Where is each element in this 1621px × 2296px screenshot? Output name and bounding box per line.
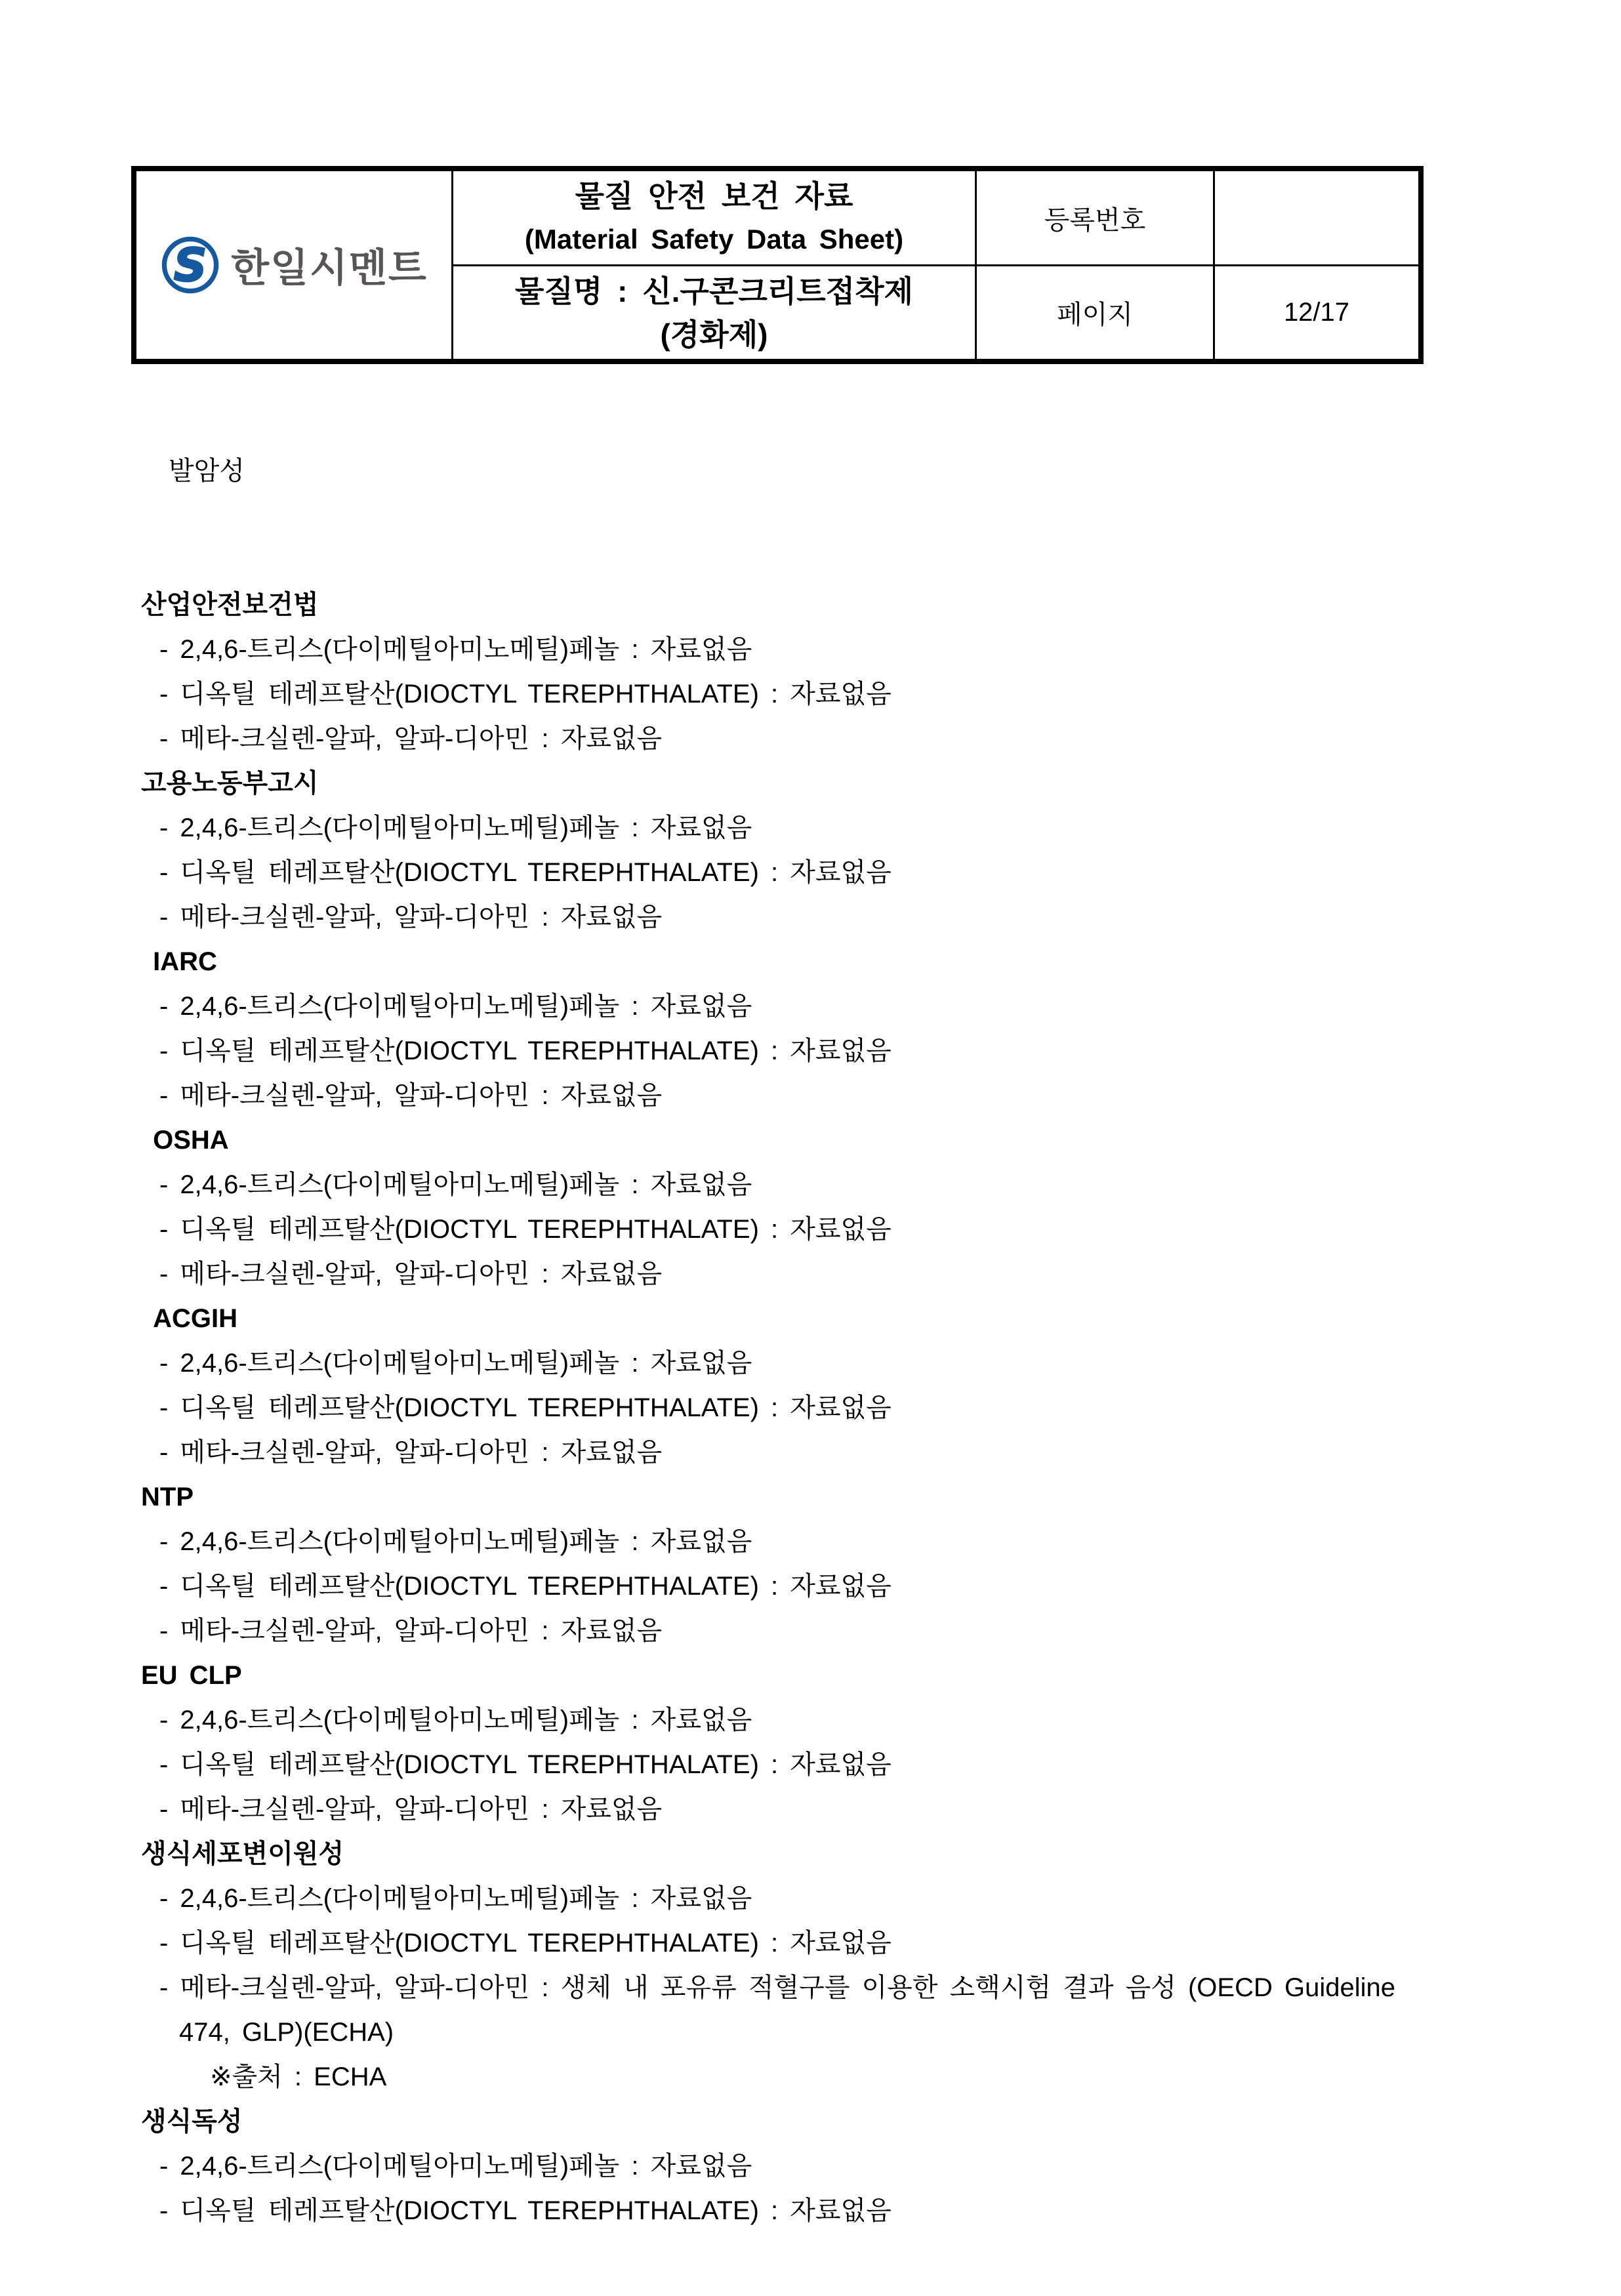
document-body [141, 359, 1419, 2296]
substance-entry: - 디옥틸 테레프탈산(DIOCTYL TEREPHTHALATE) : 자료없음 [159, 1572, 892, 1601]
substance-entry: - 메타-크실렌-알파, 알파-디아민 : 자료없음 [159, 903, 663, 932]
source-note: ※출처 : ECHA [210, 2062, 387, 2091]
substance-entry: - 2,4,6-트리스(다이메틸아미노메틸)페놀 : 자료없음 [159, 1527, 752, 1556]
tox-section [141, 1118, 1419, 1296]
section-title: 생식세포변이원성 [141, 1839, 344, 1868]
doc-title-en: (Material Safety Data Sheet) [524, 224, 904, 255]
substance-entry: - 디옥틸 테레프탈산(DIOCTYL TEREPHTHALATE) : 자료없음 [159, 858, 892, 887]
tox-section [141, 1832, 1419, 2099]
substance-entry: - 2,4,6-트리스(다이메틸아미노메틸)페놀 : 자료없음 [159, 813, 752, 842]
substance-entry: - 메타-크실렌-알파, 알파-디아민 : 자료없음 [159, 1795, 663, 1824]
tox-section [141, 939, 1419, 1118]
tox-section [141, 1296, 1419, 1475]
substance-entry: - 디옥틸 테레프탈산(DIOCTYL TEREPHTHALATE) : 자료없음 [159, 1750, 892, 1779]
substance-entry: - 디옥틸 테레프탈산(DIOCTYL TEREPHTHALATE) : 자료없음 [159, 1215, 892, 1244]
material-name-cell [453, 266, 976, 362]
substance-entry: - 디옥틸 테레프탈산(DIOCTYL TEREPHTHALATE) : 자료없음 [159, 680, 892, 708]
substance-entry: - 2,4,6-트리스(다이메틸아미노메틸)페놀 : 자료없음 [159, 1170, 752, 1199]
substance-entry: - 메타-크실렌-알파, 알파-디아민 : 자료없음 [159, 1260, 663, 1288]
substance-entry: - 디옥틸 테레프탈산(DIOCTYL TEREPHTHALATE) : 자료없음 [159, 1036, 892, 1065]
section-title: NTP [141, 1483, 194, 1511]
tox-section [141, 1475, 1419, 1653]
page-value: 12/17 [1214, 266, 1422, 362]
section-title: 산업안전보건법 [141, 590, 319, 619]
tox-section [141, 583, 1419, 761]
substance-entry: - 디옥틸 테레프탈산(DIOCTYL TEREPHTHALATE) : 자료없음 [159, 1929, 892, 1958]
section-title: 생식독성 [141, 2107, 243, 2136]
substance-entry: - 2,4,6-트리스(다이메틸아미노메틸)페놀 : 자료없음 [159, 2152, 752, 2181]
doc-title-ko: 물질 안전 보건 자료 [575, 179, 853, 213]
registration-number-label: 등록번호 [976, 169, 1214, 266]
substance-entry: - 2,4,6-트리스(다이메틸아미노메틸)페놀 : 자료없음 [159, 635, 752, 664]
substance-entry: - 메타-크실렌-알파, 알파-디아민 : 자료없음 [159, 1438, 663, 1467]
hanil-s-icon [160, 235, 220, 295]
section-title: 고용노동부고시 [141, 769, 319, 798]
section-title: IARC [141, 947, 217, 976]
header-table [131, 166, 1424, 364]
carcinogenicity-label: 발암성 [169, 457, 245, 485]
section-title: ACGIH [141, 1304, 238, 1333]
substance-entry: - 메타-크실렌-알파, 알파-디아민 : 자료없음 [159, 1081, 663, 1110]
substance-entry: - 2,4,6-트리스(다이메틸아미노메틸)페놀 : 자료없음 [159, 1706, 752, 1734]
svg-text:S: S [173, 238, 207, 292]
section-title: OSHA [141, 1126, 229, 1155]
substance-entry: - 메타-크실렌-알파, 알파-디아민 : 자료없음 [159, 1616, 663, 1645]
page-label: 페이지 [976, 266, 1214, 362]
company-name: 한일시멘트 [231, 246, 428, 290]
registration-number-value [1214, 169, 1422, 266]
material-name-line1: 물질명 : 신.구콘크리트접착제 [515, 274, 913, 308]
substance-entry: - 디옥틸 테레프탈산(DIOCTYL TEREPHTHALATE) : 자료없음 [159, 1393, 892, 1422]
tox-section [141, 1653, 1419, 1832]
doc-title-cell [453, 169, 976, 266]
logo-cell [134, 169, 453, 361]
substance-entry: - 2,4,6-트리스(다이메틸아미노메틸)페놀 : 자료없음 [159, 992, 752, 1021]
substance-entry: - 메타-크실렌-알파, 알파-디아민 : 생체 내 포유류 적혈구를 이용한 소핵시험 결과 음성 (OECD Guideline 474, GLP)(ECHA) [159, 1973, 1408, 2047]
tox-section [141, 2099, 1419, 2233]
substance-entry: - 2,4,6-트리스(다이메틸아미노메틸)페놀 : 자료없음 [159, 1884, 752, 1913]
toxicity-sections [141, 583, 1419, 2233]
substance-entry: - 디옥틸 테레프탈산(DIOCTYL TEREPHTHALATE) : 자료없음 [159, 2196, 892, 2225]
section-title: EU CLP [141, 1661, 242, 1690]
tox-section [141, 761, 1419, 939]
material-name-line2: (경화제) [660, 317, 768, 352]
substance-entry: - 메타-크실렌-알파, 알파-디아민 : 자료없음 [159, 724, 663, 753]
substance-entry: - 2,4,6-트리스(다이메틸아미노메틸)페놀 : 자료없음 [159, 1349, 752, 1378]
company-logo [136, 235, 451, 295]
